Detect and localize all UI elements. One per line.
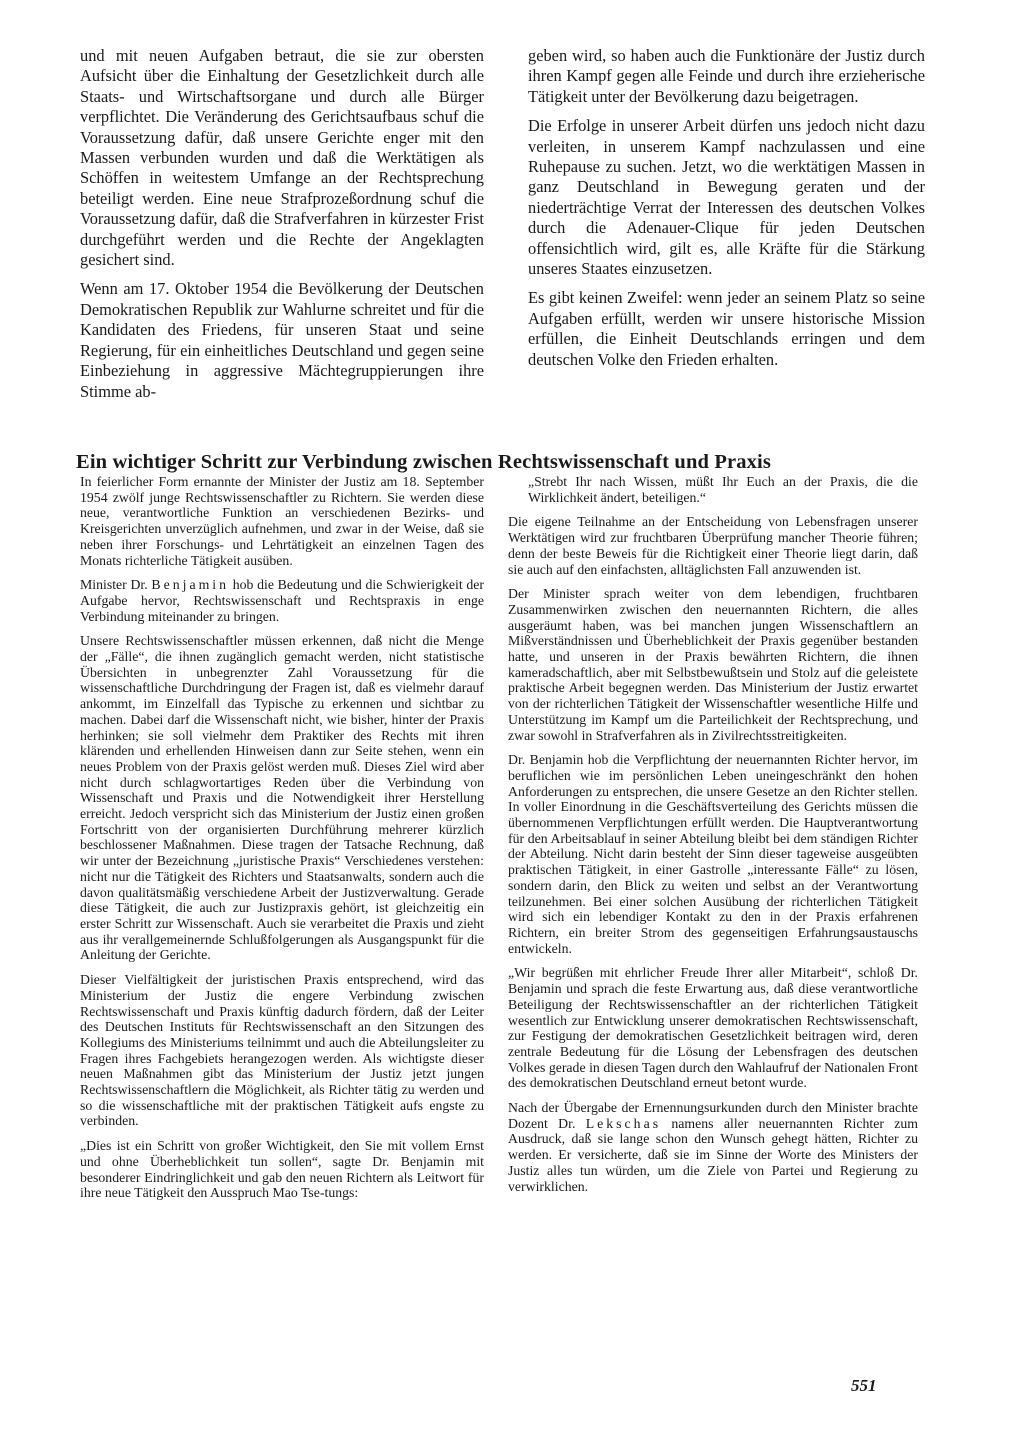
paragraph: geben wird, so haben auch die Funktionäre der Justiz durch ihren Kampf gegen alle Feinde und durch ihre erzieherische Tätigkeit unter der Bevölkerung dazu beigetragen.: [528, 46, 925, 106]
paragraph: „Dies ist ein Schritt von großer Wichtigkeit, den Sie mit vollem Ernst und ohne Überheblichkeit tun sollen“, sagte Dr. Benjamin mit besonderer Eindringlichkeit und gab den neuen Richtern als Leitwort für ihre neue Tätigkeit den Ausspruch Mao Tse-tungs:: [80, 1138, 484, 1201]
paragraph: Wenn am 17. Oktober 1954 die Bevölkerung der Deutschen Demokratischen Republik zur Wahlurne schreitet und für die Kandidaten des Friedens, für unseren Staat und seine Regierung, für ein einheitliches Deutschland und gegen seine Einbeziehung in aggressive Mächtegruppierungen ihre Stimme ab-: [80, 279, 484, 401]
paragraph: [508, 1100, 918, 1194]
paragraph: Die eigene Teilnahme an der Entscheidung von Lebensfragen unserer Werktätigen wird zur fruchtbaren Überprüfung mancher Theorie führen; denn der beste Beweis für die Richtigkeit einer Theorie liegt darin, daß sie auch auf den einfachsten, alltäglichsten Fall anzuwenden ist.: [508, 514, 918, 577]
paragraph: In feierlicher Form ernannte der Minister der Justiz am 18. September 1954 zwölf junge Rechtswissenschaftler zu Richtern. Sie werden diese neue, verantwortliche Funktion an verschiedenen Bezirks- und Kreisgerichten unverzüglich aufnehmen, und zwar in der Weise, daß sie neben ihrer Forschungs- und Lehrtätigkeit an einzelnen Tagen des Monats richterliche Tätigkeit ausüben.: [80, 474, 484, 568]
paragraph: Unsere Rechtswissenschaftler müssen erkennen, daß nicht die Menge der „Fälle“, die ihnen zugänglich gemacht werden, nicht statistische Übersichten in unbegrenzter Zahl Voraussetzung für die wissenschaftliche Durchdringung der Fragen ist, daß es vielmehr darauf ankommt, im Einzelfall das Typische zu erkennen und sichtbar zu machen. Dabei darf die Wissenschaft nicht, wie bisher, hinter der Praxis herhinken; sie soll vielmehr dem Praktiker des Rechts mit ihren klärenden und erhellenden Hinweisen dann zur Seite stehen, wenn ein neues Problem von der Praxis gelöst werden muß. Dieses Ziel wird aber nicht durch schlagwortartiges Reden über die Verbindung von Wissenschaft und Praxis und die Notwendigkeit ihrer Herstellung erreicht. Jedoch verspricht sich das Ministerium der Justiz einen großen Fortschritt von der organisierten Durchführung mehrerer kürzlich beschlossener Maßnahmen. Diese tragen der Tatsache Rechnung, daß wir unter der Bezeichnung „juristische Praxis“ Verschiedenes verstehen: nicht nur die Tätigkeit des Richters und Staatsanwalts, sondern auch die davon qualitätsmäßig verschiedene Arbeit der Justizverwaltung. Gerade diese Tätigkeit, die auch zur Justizpraxis gehört, ist gleichzeitig ein erster Schritt zur Wissenschaft. Auch sie verarbeitet die Praxis und zieht aus ihr verallgemeinernde Schlußfolgerungen als Ausgangspunkt für die Anleitung der Gerichte.: [80, 633, 484, 963]
paragraph: [80, 577, 484, 624]
paragraph: Dieser Vielfältigkeit der juristischen Praxis entsprechend, wird das Ministerium der Justiz die engere Verbindung zwischen Rechtswissenschaft und Praxis künftig dadurch fördern, daß der Leiter des Deutschen Instituts für Rechtswissenschaft an den Sitzungen des Kollegiums des Ministeriums teilnimmt und auch die Abteilungsleiter zu Fragen ihres Fachgebiets herangezogen werden. Als wichtigste dieser neuen Maßnahmen gibt das Ministerium der Justiz jetzt jungen Rechtswissenschaftlern die Möglichkeit, als Richter tätig zu werden und so die wissenschaftliche mit der praktischen Tätigkeit aufs engste zu verbinden.: [80, 972, 484, 1129]
top-right-column: [528, 46, 925, 370]
text-run: hob die Bedeutung und die Schwierigkeit der Aufgabe hervor, Rechtswissenschaft und Rechtspraxis in enge Verbindung miteinander zu bringen.: [80, 577, 484, 624]
paragraph: „Wir begrüßen mit ehrlicher Freude Ihrer aller Mitarbeit“, schloß Dr. Benjamin und sprach die feste Erwartung aus, daß diese verantwortliche Beteiligung der Rechtswissenschaftler an der richterlichen Tätigkeit wesentlich zur Entwicklung unserer demokratischen Rechtswissenschaft, zur Festigung der demokratischen Gesetzlichkeit beitragen wird, deren zentrale Bedeutung für die Lösung der Lebensfragen des deutschen Volkes gerade in diesen Tagen durch den Wahlaufruf der Nationalen Front des demokratischen Deutschland erneut betont wurde.: [508, 965, 918, 1091]
paragraph: Es gibt keinen Zweifel: wenn jeder an seinem Platz so seine Aufgaben erfüllt, werden wir unsere historische Mission erfüllen, die Einheit Deutschlands erringen und dem deutschen Volke den Frieden erhalten.: [528, 288, 925, 369]
top-left-column: [80, 46, 484, 402]
paragraph: Dr. Benjamin hob die Verpflichtung der neuernannten Richter hervor, im beruflichen wie im persönlichen Leben uneingeschränkt den hohen Anforderungen zu entsprechen, die unsere Gesetze an den Richter stellen. In voller Einordnung in die Geschäftsverteilung des Gerichts müssen die übernommenen Verpflichtungen erfüllt werden. Die Hauptverantwortung für den Arbeitsablauf in seiner Abteilung bleibt bei dem ständigen Richter der Abteilung. Nicht darin besteht der Sinn dieser tageweise ausgeübten praktischen Tätigkeit, in einer Gastrolle „interessante Fälle“ zu lösen, sondern darin, den Blick zu weiten und selbst an der Verantwortung teilzunehmen. Bei einer solchen Ausübung der richterlichen Tätigkeit wird sich ein lebendiger Kontakt zu den in der Praxis erfahrenen Richtern, ein breiter Strom des gegenseitigen Erfahrungsaustauschs entwickeln.: [508, 752, 918, 956]
text-run: namens aller neuernannten Richter zum Ausdruck, daß sie lange schon den Wunsch gehegt hätten, Richter zu werden. Er versicherte, daß sie im Sinne der Worte des Ministers der Justiz alles tun würden, um die Ziele von Partei und Regierung zu verwirklichen.: [508, 1115, 918, 1194]
quotation: „Strebt Ihr nach Wissen, müßt Ihr Euch an der Praxis, die die Wirklichkeit ändert, beteiligen.“: [528, 474, 918, 505]
text-run: Nach der Übergabe der Ernennungsurkunden durch den Minister brachte Dozent Dr.: [508, 1100, 918, 1131]
article-headline: Ein wichtiger Schritt zur Verbindung zwischen Rechtswissenschaft und Praxis: [76, 450, 772, 473]
person-name: Lekschas: [585, 1115, 662, 1131]
person-name: Benjamin: [151, 577, 230, 593]
paragraph: Die Erfolge in unserer Arbeit dürfen uns jedoch nicht dazu verleiten, in unserem Kampf nachzulassen und eine Ruhepause zu suchen. Jetzt, wo die werktätigen Massen in ganz Deutschland in Bewegung geraten und der niederträchtige Verrat der Interessen des deutschen Volkes durch die Adenauer-Clique für jeden Deutschen offensichtlich wird, gilt es, alle Kräfte für die Stärkung unseres Staates einzusetzen.: [528, 116, 925, 279]
paragraph: und mit neuen Aufgaben betraut, die sie zur obersten Aufsicht über die Einhaltung der Gesetzlichkeit durch alle Staats- und Wirtschaftsorgane und durch alle Bürger verpflichtet. Die Veränderung des Gerichtsaufbaus schuf die Voraussetzung dafür, daß unsere Gerichte enger mit den Massen verbunden wurden und daß die Werktätigen als Schöffen in weitestem Umfange an der Rechtsprechung beteiligt werden. Eine neue Strafprozeßordnung schuf die Voraussetzung dafür, daß die Strafverfahren in kürzester Frist durchgeführt werden und die Rechte der Angeklagten gesichert sind.: [80, 46, 484, 270]
paragraph: Der Minister sprach weiter von dem lebendigen, fruchtbaren Zusammenwirken zwischen den neuernannten Richtern, die alles ausgeräumt haben, was bei manchen jungen Wissenschaftlern an Mißverständnissen und Überheblichkeit der Praxis gegenüber bestanden hatte, und unseren in der Praxis bewährten Richtern, die ihnen kameradschaftlich, aber mit Selbstbewußtsein und Stolz auf die geleistete praktische Arbeit begegnen werden. Das Ministerium der Justiz erwartet von der richterlichen Tätigkeit der Wissenschaftler wesentliche Hilfe und Unterstützung im Kampf um die Parteilichkeit der Rechtsprechung, und zwar sowohl in Strafverfahren als in Zivilrechtsstreitigkeiten.: [508, 586, 918, 743]
article-right-column: [508, 474, 918, 1194]
text-run: Minister Dr.: [80, 577, 152, 593]
page-number: 551: [851, 1376, 877, 1395]
article-left-column: [80, 474, 484, 1201]
